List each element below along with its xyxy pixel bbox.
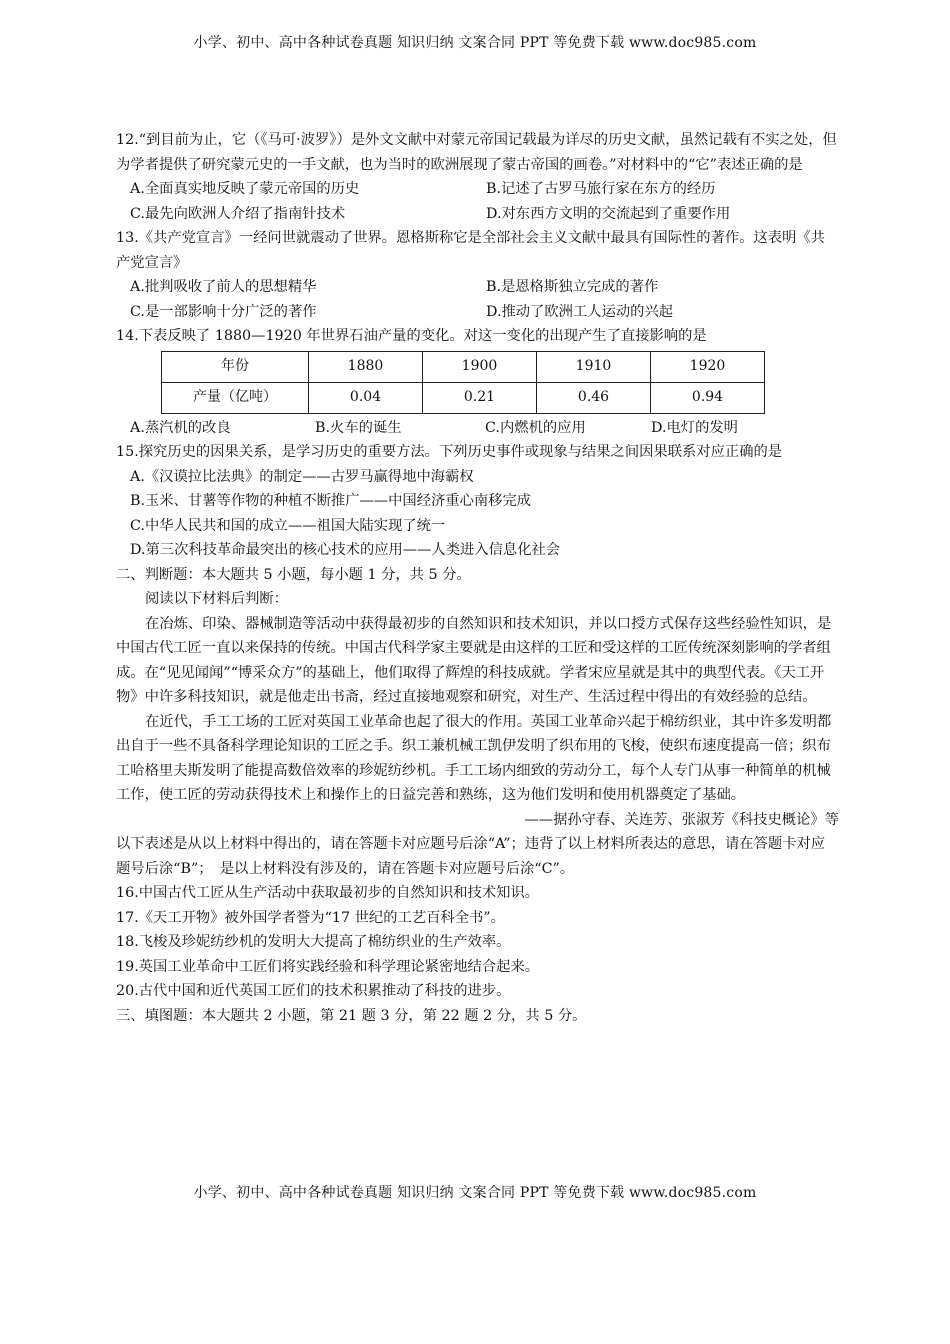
question-12-stem: 12.“到目前为止，它（《马可·波罗》）是外文文献中对蒙元帝国记载最为详尽的历史文献，虽然记载有不实之处，但为学者提供了研究蒙元史的一手文献，也为当时的欧洲展现了蒙古帝国的画卷。”对材料中的“它”表述正确的是	[116, 132, 837, 173]
table-cell-year: 1910	[537, 351, 651, 382]
question-13	[116, 226, 839, 324]
judgement-item-19: 19.英国工业革命中工匠们将实践经验和科学理论紧密地结合起来。	[116, 958, 540, 975]
exam-content	[116, 128, 839, 1028]
table-cell-year: 1880	[309, 351, 423, 382]
section-2-title: 二、判断题：本大题共 5 小题，每小题 1 分，共 5 分。	[116, 566, 471, 583]
question-13-options-row2	[116, 300, 839, 325]
oil-output-table	[161, 351, 765, 414]
judgement-item-20: 20.古代中国和近代英国工匠们的技术积累推动了科技的进步。	[116, 983, 511, 999]
table-cell-year: 1900	[423, 351, 537, 382]
question-15-option-a: A.《汉谟拉比法典》的制定——古罗马赢得地中海霸权	[130, 468, 474, 485]
reading-intro: 阅读以下材料后判断：	[145, 591, 288, 607]
table-cell-output: 0.21	[423, 382, 537, 413]
question-14	[116, 324, 839, 440]
question-12-option-d: D.对东西方文明的交流起到了重要作用	[486, 205, 731, 222]
section-judgement	[116, 563, 839, 1004]
table-header-year: 年份	[162, 351, 309, 382]
question-15-option-c: C.中华人民共和国的成立——祖国大陆实现了统一	[130, 517, 446, 534]
table-cell-year: 1920	[651, 351, 765, 382]
question-12-option-a: A.全面真实地反映了蒙元帝国的历史	[130, 181, 360, 197]
table-row-output	[162, 382, 765, 413]
question-14-options	[116, 416, 839, 441]
question-13-stem: 13.《共产党宣言》一经问世就震动了世界。恩格斯称它是全部社会主义文献中最具有国际性的著作。这表明《共产党宣言》	[116, 230, 825, 271]
reading-paragraph-2: 在近代，手工工场的工匠对英国工业革命也起了很大的作用。英国工业革命兴起于棉纺织业，其中许多发明都出自于一些不具备科学理论知识的工匠之手。织工兼机械工凯伊发明了织布用的飞梭，使织布速度提高一倍；织布工哈格里夫斯发明了能提高数倍效率的珍妮纺纱机。手工工场内细致的劳动分工，每个人专门从事一种简单的机械工作，使工匠的劳动获得技术上和操作上的日益完善和熟练，这为他们发明和使用机器奠定了基础。	[116, 713, 832, 803]
section-3-title: 三、填图题：本大题共 2 小题，第 21 题 3 分，第 22 题 2 分，共 5 分。	[116, 1007, 587, 1024]
reading-source: ——据孙守春、关连芳、张淑芳《科技史概论》等	[524, 811, 839, 828]
table-cell-output: 0.04	[309, 382, 423, 413]
reading-paragraph-1: 在冶炼、印染、器械制造等活动中获得最初步的自然知识和技术知识，并以口授方式保存这些经验性知识，是中国古代工匠一直以来保持的传统。中国古代科学家主要就是由这样的工匠和受这样的工匠传统深刻影响的学者组成。在“见见闻闻”“博采众方”的基础上，他们取得了辉煌的科技成就。学者宋应星就是其中的典型代表。《天工开物》中许多科技知识，就是他走出书斋，经过直接地观察和研究，对生产、生活过程中得出的有效经验的总结。	[116, 615, 832, 705]
question-14-option-b: B.火车的诞生	[315, 419, 402, 436]
table-cell-output: 0.46	[537, 382, 651, 413]
question-15-option-d: D.第三次科技革命最突出的核心技术的应用——人类进入信息化社会	[130, 542, 561, 558]
question-14-stem: 14.下表反映了 1880—1920 年世界石油产量的变化。对这一变化的出现产生了直接影响的是	[116, 328, 707, 344]
question-12-options-row1	[116, 177, 839, 202]
judgement-instruction: 以下表述是从以上材料中得出的，请在答题卡对应题号后涂“A”；违背了以上材料所表达的意思，请在答题卡对应题号后涂“B”； 是以上材料没有涉及的，请在答题卡对应题号后涂“C”。	[116, 836, 826, 877]
page-header: 小学、初中、高中各种试卷真题 知识归纳 文案合同 PPT 等免费下载 www.doc985.com	[193, 35, 757, 51]
judgement-item-16: 16.中国古代工匠从生产活动中获取最初步的自然知识和技术知识。	[116, 885, 540, 901]
question-13-option-b: B.是恩格斯独立完成的著作	[486, 279, 659, 295]
table-row-years	[162, 351, 765, 382]
question-12	[116, 128, 839, 226]
question-14-option-d: D.电灯的发明	[651, 419, 738, 436]
question-15-stem: 15.探究历史的因果关系，是学习历史的重要方法。下列历史事件或现象与结果之间因果联系对应正确的是	[116, 444, 783, 460]
question-14-option-a: A.蒸汽机的改良	[130, 419, 231, 436]
question-15	[116, 440, 839, 563]
question-12-option-c: C.最先向欧洲人介绍了指南针技术	[130, 205, 346, 222]
question-14-option-c: C.内燃机的应用	[485, 419, 586, 436]
page-footer: 小学、初中、高中各种试卷真题 知识归纳 文案合同 PPT 等免费下载 www.doc985.com	[193, 1185, 757, 1201]
table-cell-output: 0.94	[651, 382, 765, 413]
judgement-item-18: 18.飞梭及珍妮纺纱机的发明大大提高了棉纺织业的生产效率。	[116, 934, 511, 950]
table-header-output: 产量（亿吨）	[162, 382, 309, 413]
question-13-option-a: A.批判吸收了前人的思想精华	[130, 279, 317, 295]
judgement-item-17: 17.《天工开物》被外国学者誉为“17 世纪的工艺百科全书”。	[116, 909, 505, 926]
question-15-option-b: B.玉米、甘薯等作物的种植不断推广——中国经济重心南移完成	[130, 493, 532, 509]
question-12-option-b: B.记述了古罗马旅行家在东方的经历	[486, 181, 716, 197]
question-13-options-row1	[116, 275, 839, 300]
question-13-option-d: D.推动了欧洲工人运动的兴起	[486, 303, 674, 320]
question-13-option-c: C.是一部影响十分广泛的著作	[130, 303, 317, 320]
question-12-options-row2	[116, 202, 839, 227]
